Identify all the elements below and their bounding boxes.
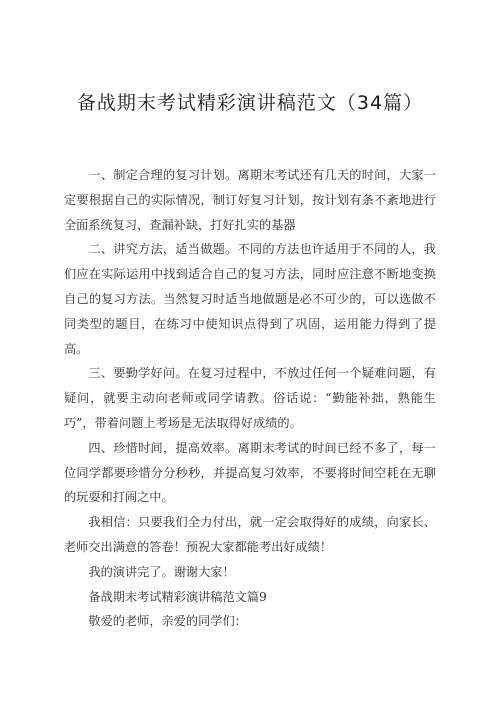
paragraph-thanks: 我的演讲完了。谢谢大家！ — [88, 564, 235, 579]
paragraph-belief: 我相信：只要我们全力付出，就一定会取得好的成绩，向家长、老师交出满意的答卷！预祝大家都能考出好成绩！ — [64, 515, 436, 554]
paragraph-plan: 一、制定合理的复习计划。离期末考试还有几天的时间，大家一定要根据自己的实际情况，制订好复习计划，按计划有条不紊地进行全面系统复习，查漏补缺，打好扎实的基器 — [64, 168, 436, 232]
paragraph-ask: 三、要勤学好问。在复习过程中，不放过任何一个疑难问题，有疑问，就要主动向老师或同学请教。俗话说：“勤能补拙，熟能生巧”，带着问题上考场是无法取得好成绩的。 — [64, 366, 436, 430]
paragraph-greeting: 敬爱的老师，亲爱的同学们： — [88, 614, 247, 629]
document-title: 备战期末考试精彩演讲稿范文（34篇） — [76, 92, 424, 114]
paragraph-time: 四、珍惜时间，提高效率。离期末考试的时间已经不多了，每一位同学都要珍惜分分秒秒，并提高复习效率，不要将时间空耗在无聊的玩耍和打闹之中。 — [64, 440, 436, 505]
document-body — [64, 163, 436, 634]
paragraph-method: 二、讲究方法，适当做题。不同的方法也许适用于不同的人，我们应在实际运用中找到适合自己的复习方法，同时应注意不断地变换自己的复习方法。当然复习时适当地做题是必不可少的，可以选做不同类型的题目，在练习中使知识点得到了巩固，运用能力得到了提高。 — [64, 242, 436, 356]
section-heading: 备战期末考试精彩演讲稿范文篇9 — [88, 589, 267, 604]
